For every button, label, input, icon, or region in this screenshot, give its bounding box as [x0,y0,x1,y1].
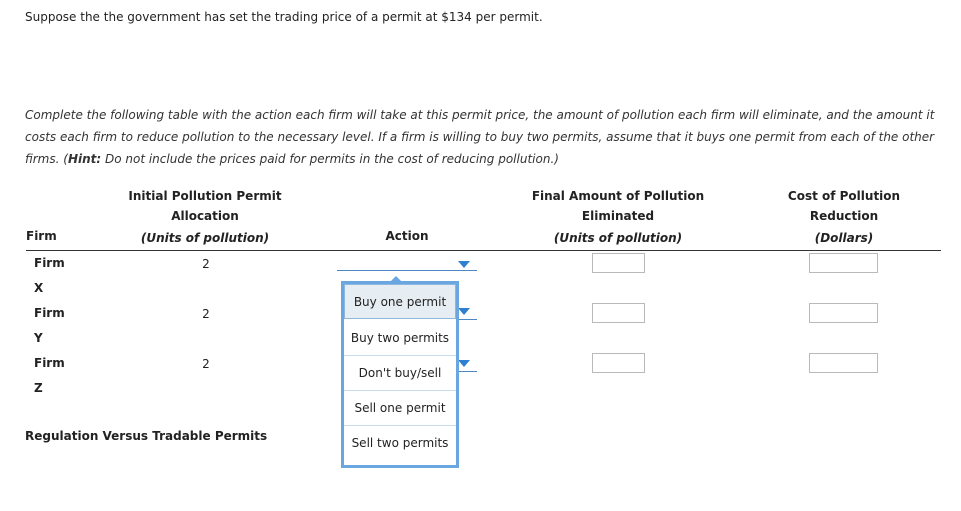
header-final-line1: Final Amount of Pollution [531,189,705,203]
hint-label: Hint: [67,152,102,166]
firm-x-word: Firm [34,256,65,270]
firm-z-word: Firm [34,356,65,370]
firm-z-initial: 2 [202,357,210,371]
menu-option-buy-one-permit[interactable]: Buy one permit [344,284,456,319]
firm-y-final-input[interactable] [592,303,645,323]
firm-y-letter: Y [34,331,43,345]
menu-option-sell-one-permit[interactable]: Sell one permit [344,391,456,426]
header-action: Action [385,229,429,243]
menu-option-buy-two-permits[interactable]: Buy two permits [344,321,456,356]
firm-x-letter: X [34,281,44,295]
header-cost [774,186,914,248]
header-initial-units: (Units of pollution) [140,231,270,245]
firm-x-cost-input[interactable] [809,253,878,273]
header-initial-line1: Initial Pollution Permit [128,189,282,203]
firm-y-initial: 2 [202,307,210,321]
firm-z-letter: Z [34,381,43,395]
instructions-part-1: Complete the following table with the action each firm will take at this permit price, the amount of pollution each firm will eliminate, and the amount it costs each firm to reduce pollution to the necessary level. If a firm is willing to buy two permits, assume that it buys one permit from each of the other firms. ( [25,108,935,166]
header-final-line2: Eliminated [581,209,655,223]
intro-text: Suppose the the government has set the trading price of a permit at $134 per permit. [25,10,543,24]
menu-option-dont-buy-sell[interactable]: Don't buy/sell [344,356,456,391]
firm-z-cost-input[interactable] [809,353,878,373]
firm-x-initial: 2 [202,257,210,271]
menu-option-sell-two-permits[interactable]: Sell two permits [351,436,449,450]
firm-y-word: Firm [34,306,65,320]
chevron-down-icon[interactable] [458,360,470,367]
header-firm: Firm [26,229,57,243]
firm-x-action-dropdown[interactable] [337,258,477,272]
action-dropdown-menu [341,281,459,468]
instructions-text [25,104,950,170]
firm-x-final-input[interactable] [592,253,645,273]
header-initial-line2: Allocation [171,209,239,223]
instructions-part-2: Do not include the prices paid for permits in the cost of reducing pollution.) [101,152,559,166]
firm-y-cost-input[interactable] [809,303,878,323]
firm-z-final-input[interactable] [592,353,645,373]
header-divider [26,250,941,251]
header-initial-allocation [100,186,310,248]
header-cost-units: (Dollars) [814,231,874,245]
header-cost-line2: Reduction [809,209,879,223]
header-cost-line1: Cost of Pollution [787,189,901,203]
firm-x-action-underline [337,270,477,271]
section-title: Regulation Versus Tradable Permits [25,429,268,443]
chevron-down-icon[interactable] [458,261,470,268]
header-final-units: (Units of pollution) [553,231,683,245]
chevron-down-icon[interactable] [458,308,470,315]
header-final-eliminated [518,186,718,248]
